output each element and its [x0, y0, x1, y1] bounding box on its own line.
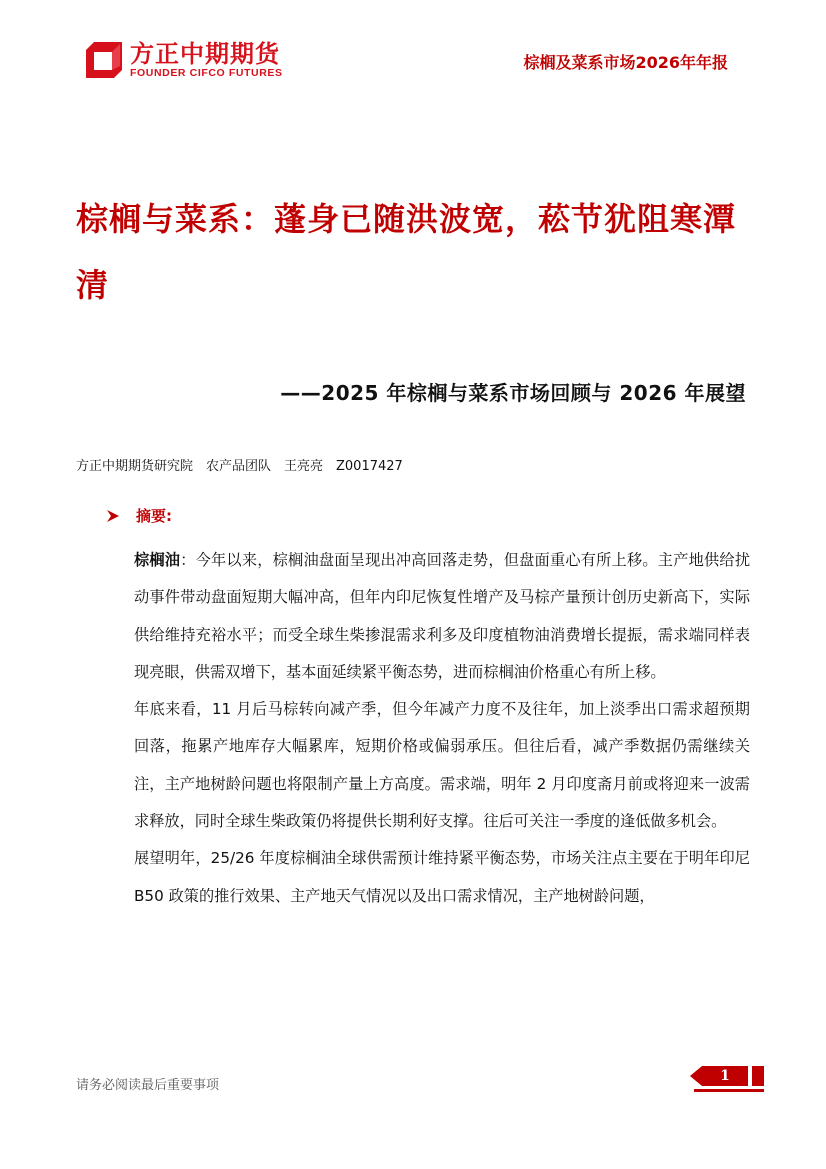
badge-arrow-tip	[690, 1066, 702, 1086]
footer-disclaimer: 请务必阅读最后重要事项	[76, 1078, 220, 1093]
logo-cube-icon	[84, 40, 124, 80]
paragraph	[134, 691, 750, 840]
paragraph	[134, 542, 750, 691]
page-number: 1	[720, 1068, 730, 1084]
badge-underline	[694, 1089, 764, 1092]
subtitle: ——2025 年棕榈与菜系市场回顾与 2026 年展望	[280, 381, 746, 405]
page-number-badge	[690, 1066, 766, 1092]
abstract-label: 摘要:	[136, 507, 172, 525]
paragraph	[134, 840, 750, 915]
abstract-heading	[106, 505, 172, 526]
main-title: 棕榈与菜系：蓬身已随洪波宽，菘节犹阻寒潭清	[76, 200, 737, 304]
paragraph-text: 年底来看，11 月后马棕转向减产季，但今年减产力度不及往年，加上淡季出口需求超预期回落，拖累产地库存大幅累库，短期价格或偏弱承压。但往后看，减产季数据仍需继续关注，主产地树龄问题也将限制产量上方高度。需求端，明年 2 月印度斋月前或将迎来一波需求释放，同时全球生柴政策仍将提供长期利好支撑。往后可关注一季度的逢低做多机会。	[134, 700, 750, 831]
logo-english-name: FOUNDER CIFCO FUTURES	[130, 66, 283, 79]
company-logo	[84, 38, 283, 82]
badge-tail	[752, 1066, 764, 1086]
arrow-bullet-icon	[106, 509, 120, 523]
report-series-title: 棕榈及菜系市场2026年年报	[523, 53, 728, 72]
logo-chinese-name: 方正中期期货	[130, 39, 280, 68]
paragraph-text: 展望明年，25/26 年度棕榈油全球供需预计维持紧平衡态势，市场关注点主要在于明年印尼 B50 政策的推行效果、主产地天气情况以及出口需求情况，主产地树龄问题，	[134, 849, 750, 905]
author-line: 方正中期期货研究院 农产品团队 王亮亮 Z0017427	[76, 459, 403, 474]
abstract-body	[134, 542, 750, 915]
paragraph-lead: 棕榈油	[134, 551, 181, 569]
paragraph-text: ：今年以来，棕榈油盘面呈现出冲高回落走势，但盘面重心有所上移。主产地供给扰动事件带动盘面短期大幅冲高，但年内印尼恢复性增产及马棕产量预计创历史新高下，实际供给维持充裕水平；而受全球生柴掺混需求利多及印度植物油消费增长提振，需求端同样表现亮眼，供需双增下，基本面延续紧平衡态势，进而棕榈油价格重心有所上移。	[134, 551, 751, 681]
